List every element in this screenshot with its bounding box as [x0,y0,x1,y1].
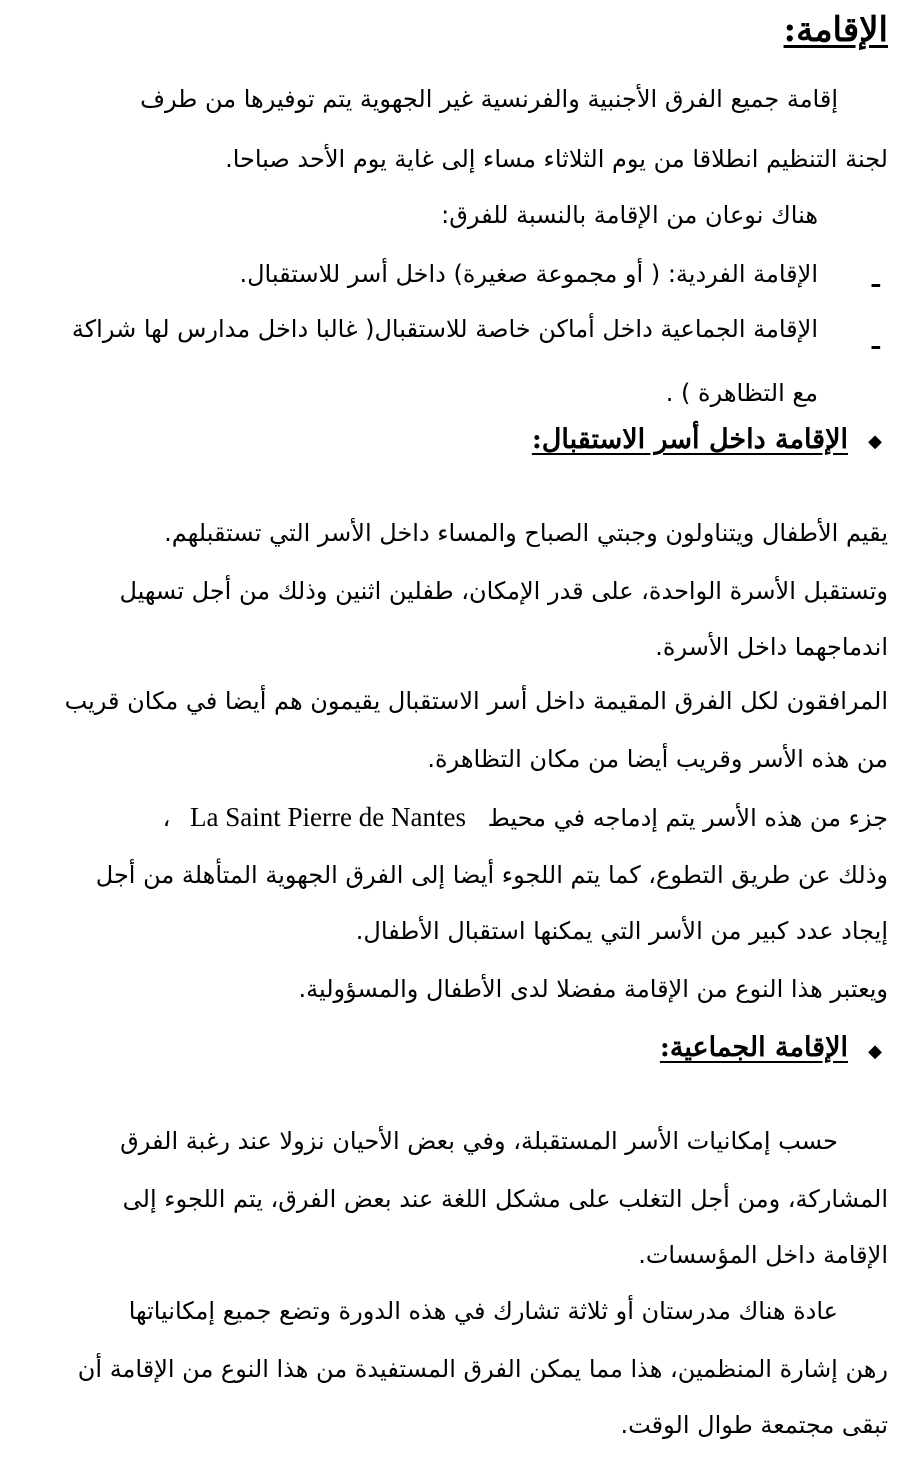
section-heading-collective: الإقامة الجماعية: [659,1032,848,1063]
list-dash-2: ـ [871,327,880,355]
s1-p3-line-3: إيجاد عدد كبير من الأسر التي يمكنها استقبال الأطفال. [355,917,888,945]
s1-p1-line-3: اندماجهما داخل الأسرة. [655,633,888,661]
s1-p3-text-a: جزء من هذه الأسر يتم إدماجه في محيط [487,804,888,832]
place-name-latin: La Saint Pierre de Nantes [190,802,466,832]
s1-p3-comma: ، [162,804,171,832]
page-title: الإقامة: [783,10,888,50]
list-item-2-line-1: الإقامة الجماعية داخل أماكن خاصة للاستقبال( غالبا داخل مدارس لها شراكة [71,315,818,343]
s1-p3-line-2: وذلك عن طريق التطوع، كما يتم اللجوء أيضا إلى الفرق الجهوية المتأهلة من أجل [95,861,888,889]
s1-p4-line-1: ويعتبر هذا النوع من الإقامة مفضلا لدى الأطفال والمسؤولية. [298,975,888,1003]
s1-p1-line-1: يقيم الأطفال ويتناولون وجبتي الصباح والمساء داخل الأسر التي تستقبلهم. [164,519,888,547]
s2-p2-line-3: تبقى مجتمعة طوال الوقت. [620,1411,888,1439]
section-heading-host-families: الإقامة داخل أسر الاستقبال: [531,424,848,455]
diamond-bullet-icon: ◆ [868,431,882,452]
s1-p3-line-1 [163,800,888,835]
list-dash-1: ـ [871,265,880,293]
list-item-1: الإقامة الفردية: ( أو مجموعة صغيرة) داخل أسر للاستقبال. [239,260,818,288]
s2-p1-line-1: حسب إمكانيات الأسر المستقبلة، وفي بعض الأحيان نزولا عند رغبة الفرق [120,1127,838,1155]
intro-line-3: هناك نوعان من الإقامة بالنسبة للفرق: [441,201,818,229]
s1-p2-line-2: من هذه الأسر وقريب أيضا من مكان التظاهرة. [427,745,888,773]
intro-line-1: إقامة جميع الفرق الأجنبية والفرنسية غير الجهوية يتم توفيرها من طرف [140,85,838,113]
s1-p1-line-2: وتستقبل الأسرة الواحدة، على قدر الإمكان، طفلين اثنين وذلك من أجل تسهيل [119,577,888,605]
s2-p1-line-2: المشاركة، ومن أجل التغلب على مشكل اللغة عند بعض الفرق، يتم اللجوء إلى [122,1185,888,1213]
s2-p2-line-2: رهن إشارة المنظمين، هذا مما يمكن الفرق المستفيدة من هذا النوع من الإقامة أن [77,1355,888,1383]
diamond-bullet-icon: ◆ [868,1041,882,1062]
s2-p2-line-1: عادة هناك مدرستان أو ثلاثة تشارك في هذه الدورة وتضع جميع إمكانياتها [128,1297,838,1325]
s2-p1-line-3: الإقامة داخل المؤسسات. [638,1241,888,1269]
list-item-2-line-2: مع التظاهرة ) . [665,379,818,407]
s1-p2-line-1: المرافقون لكل الفرق المقيمة داخل أسر الاستقبال يقيمون هم أيضا في مكان قريب [64,687,888,715]
intro-line-2: لجنة التنظيم انطلاقا من يوم الثلاثاء مساء إلى غاية يوم الأحد صباحا. [225,145,888,173]
